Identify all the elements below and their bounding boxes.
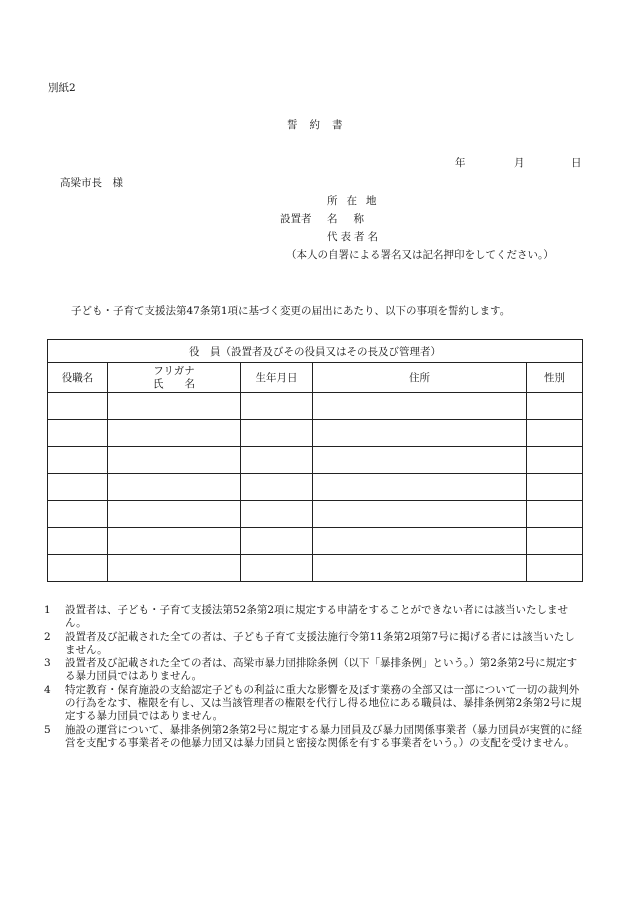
pledge-item	[44, 684, 584, 724]
table-row	[48, 447, 583, 474]
address-label: 所在地	[327, 195, 386, 207]
address-header: 住所	[313, 363, 527, 393]
sex-cell[interactable]	[527, 420, 583, 447]
position-cell[interactable]	[48, 420, 108, 447]
name-cell[interactable]	[108, 555, 241, 582]
birthdate-cell[interactable]	[241, 528, 313, 555]
name-cell[interactable]	[108, 474, 241, 501]
name-header	[108, 363, 241, 393]
position-cell[interactable]	[48, 393, 108, 420]
pledge-number: 2	[44, 630, 51, 643]
address-cell[interactable]	[313, 501, 527, 528]
name-label: 名称	[327, 213, 380, 225]
addressee: 高梁市長 様	[60, 177, 123, 189]
sex-cell[interactable]	[527, 447, 583, 474]
name-cell[interactable]	[108, 528, 241, 555]
pledge-number: 5	[44, 723, 51, 736]
table-caption: 役 員（設置者及びその役員又はその長及び管理者）	[48, 340, 583, 363]
position-cell[interactable]	[48, 474, 108, 501]
position-cell[interactable]	[48, 501, 108, 528]
pledge-number: 3	[44, 657, 51, 670]
officers-table	[47, 339, 583, 582]
sex-cell[interactable]	[527, 528, 583, 555]
pledge-text: 設置者及び記載された全ての者は、高梁市暴力団排除条例（以下「暴排条例」という。）第2条第2号に規定する暴力団員ではありません。	[65, 657, 578, 683]
pledge-item	[44, 724, 584, 751]
document-title: 誓約書	[287, 119, 355, 131]
sex-header: 性別	[527, 363, 583, 393]
name-cell[interactable]	[108, 501, 241, 528]
birthdate-cell[interactable]	[241, 393, 313, 420]
table-row	[48, 393, 583, 420]
table-row	[48, 555, 583, 582]
signature-note: （本人の自署による署名又は記名押印をしてください。）	[286, 249, 554, 261]
address-cell[interactable]	[313, 528, 527, 555]
birthdate-header: 生年月日	[241, 363, 313, 393]
sex-cell[interactable]	[527, 555, 583, 582]
table-row	[48, 474, 583, 501]
address-cell[interactable]	[313, 447, 527, 474]
table-row	[48, 501, 583, 528]
position-cell[interactable]	[48, 447, 108, 474]
birthdate-cell[interactable]	[241, 501, 313, 528]
birthdate-cell[interactable]	[241, 474, 313, 501]
sex-cell[interactable]	[527, 474, 583, 501]
birthdate-cell[interactable]	[241, 555, 313, 582]
table-row	[48, 528, 583, 555]
birthdate-cell[interactable]	[241, 420, 313, 447]
representative-label: 代表者名	[327, 231, 381, 243]
position-header: 役職名	[48, 363, 108, 393]
pledge-number: 4	[44, 683, 51, 696]
position-cell[interactable]	[48, 528, 108, 555]
date-year-label: 年	[455, 157, 466, 169]
pledge-item	[44, 657, 584, 684]
address-cell[interactable]	[313, 393, 527, 420]
address-cell[interactable]	[313, 420, 527, 447]
furigana-header: フリガナ	[153, 364, 195, 377]
pledge-number: 1	[44, 604, 51, 616]
pledge-item	[44, 604, 584, 631]
position-cell[interactable]	[48, 555, 108, 582]
pledge-text: 施設の運営について、暴排条例第2条第2号に規定する暴力団員及び暴力団関係事業者（暴力団員が実質的に経営を支配する事業者その他暴力団又は暴力団員と密接な関係を有する事業者をいう。）の支配を受けません。	[65, 723, 582, 749]
name-cell[interactable]	[108, 420, 241, 447]
address-cell[interactable]	[313, 555, 527, 582]
sex-cell[interactable]	[527, 393, 583, 420]
date-month-label: 月	[514, 157, 525, 169]
applicant-org-label: 設置者	[280, 213, 312, 225]
date-day-label: 日	[571, 157, 582, 169]
name-cell[interactable]	[108, 447, 241, 474]
address-cell[interactable]	[313, 474, 527, 501]
pledge-text: 設置者及び記載された全ての者は、子ども子育て支援法施行令第11条第2項第7号に掲げる者には該当いたしません。	[65, 630, 575, 656]
sex-cell[interactable]	[527, 501, 583, 528]
pledge-list	[44, 604, 584, 750]
pledge-text: 特定教育・保育施設の支給認定子どもの利益に重大な影響を及ぼす業務の全部又は一部について一切の裁判外の行為をなす、権限を有し、又は当該管理者の権限を代行し得る地位にある職員は、暴排条例第2条第2号に規定する暴力団員ではありません。	[65, 683, 582, 723]
attachment-label: 別紙2	[48, 82, 76, 94]
pledge-item	[44, 631, 584, 658]
pledge-text: 設置者は、子ども・子育て支援法第52条第2項に規定する申請をすることができない者には該当いたしません。	[65, 604, 569, 630]
birthdate-cell[interactable]	[241, 447, 313, 474]
name-cell[interactable]	[108, 393, 241, 420]
table-row	[48, 420, 583, 447]
full-name-header: 氏 名	[153, 377, 195, 390]
lead-text: 子ども・子育て支援法第47条第1項に基づく変更の届出にあたり、以下の事項を誓約します。	[71, 305, 511, 317]
